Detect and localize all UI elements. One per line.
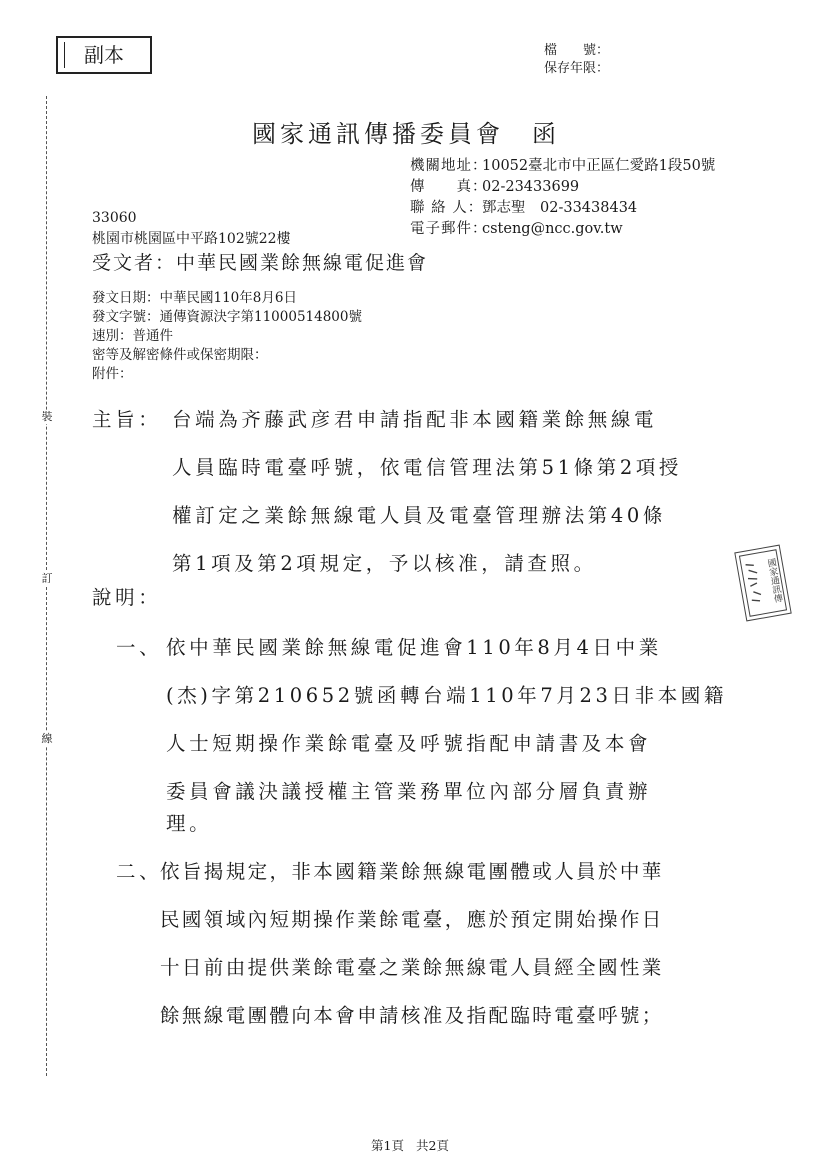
item-number: 二、	[116, 860, 163, 883]
item-line: 依中華民國業餘無線電促進會110年8月4日中業	[166, 636, 662, 659]
item-line: 依旨揭規定，非本國籍業餘無線電團體或人員於中華	[160, 860, 664, 883]
email-label: 電子郵件：	[410, 221, 488, 237]
person-value: 鄧志聖 02-33438434	[482, 200, 638, 216]
binding-mark-middle: 訂	[41, 572, 53, 585]
file-number-label: 檔 號：	[544, 43, 610, 58]
fax-value: 02-23433699	[482, 179, 580, 195]
attachments: 附件：	[92, 366, 133, 382]
stamp-text: 國家通訊傳	[764, 557, 783, 604]
item-line: 餘無線電團體向本會申請核准及指配臨時電臺呼號；	[160, 1004, 664, 1027]
address-value: 10052臺北市中正區仁愛路1段50號	[482, 158, 716, 174]
recipient-postal-code: 33060	[92, 210, 137, 226]
contact-fax	[410, 177, 579, 198]
item-line: 理。	[166, 812, 213, 835]
binding-mark-top: 裝	[41, 410, 53, 423]
security-level: 密等及解密條件或保密期限：	[92, 347, 268, 363]
item-line: 委員會議決議授權主管業務單位內部分層負責辦	[166, 780, 652, 803]
retention-period-label: 保存年限：	[544, 61, 610, 76]
document-type: 函	[532, 120, 560, 148]
fax-label: 傳 真：	[410, 179, 488, 195]
page-number: 第1頁	[371, 1138, 404, 1153]
stamp-mark	[738, 549, 788, 617]
contact-email	[410, 219, 623, 240]
page-total: 共2頁	[416, 1138, 449, 1153]
binding-mark-bottom: 線	[41, 732, 53, 745]
person-label: 聯 絡 人：	[410, 200, 484, 216]
subject-line: 權訂定之業餘無線電人員及電臺管理辦法第40條	[172, 504, 667, 527]
agency-name: 國家通訊傳播委員會	[252, 120, 504, 148]
subject-line: 台端為齐藤武彦君申請指配非本國籍業餘無線電	[172, 408, 658, 431]
recipient-street-address: 桃園市桃園區中平路102號22樓	[92, 231, 291, 247]
subject-line: 第1項及第2項規定，予以核准，請查照。	[172, 552, 597, 575]
copy-label: 副本	[56, 36, 152, 74]
issue-number: 發文字號：通傳資源決字第11000514800號	[92, 309, 362, 325]
item-line: 人士短期操作業餘電臺及呼號指配申請書及本會	[166, 732, 652, 755]
item-line: (杰)字第210652號函轉台端110年7月23日非本國籍	[166, 684, 727, 707]
subject-line: 人員臨時電臺呼號，依電信管理法第51條第2項授	[172, 456, 683, 479]
address-label: 機關地址：	[410, 158, 488, 174]
binding-line	[46, 96, 47, 1076]
subject-label: 主旨：	[92, 408, 162, 431]
delivery-speed: 速別：普通件	[92, 328, 173, 344]
item-line: 民國領域內短期操作業餘電臺，應於預定開始操作日	[160, 908, 664, 931]
item-number: 一、	[116, 636, 163, 659]
recipient: 受文者：中華民國業餘無線電促進會	[92, 252, 429, 274]
official-stamp	[734, 545, 791, 622]
contact-person	[410, 198, 637, 219]
explanation-label: 說明：	[92, 586, 162, 609]
page-footer	[0, 1136, 820, 1154]
contact-address	[410, 156, 715, 177]
document-title	[252, 114, 560, 149]
email-value: csteng@ncc.gov.tw	[482, 221, 623, 237]
issue-date: 發文日期：中華民國110年8月6日	[92, 290, 297, 306]
item-line: 十日前由提供業餘電臺之業餘無線電人員經全國性業	[160, 956, 664, 979]
